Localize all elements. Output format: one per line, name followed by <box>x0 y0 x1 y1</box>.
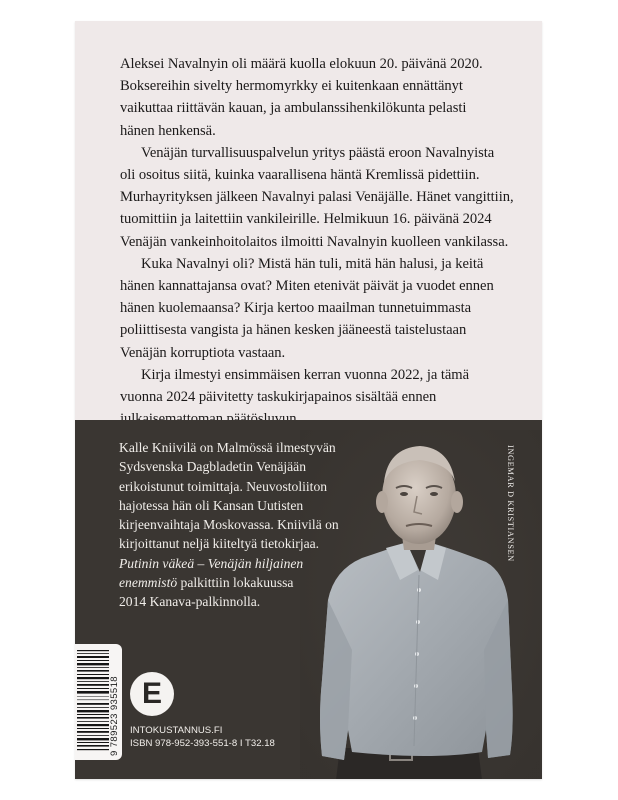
bio-line: erikoistunut toimittaja. Neuvostoliiton <box>119 478 328 494</box>
barcode-digits: 9 789523 935518 <box>109 676 120 756</box>
blurb-line: oli osoitus siitä, kuinka vaarallisena häntä Kremlissä pidettiin. <box>120 167 480 184</box>
book-title-italic: Putinin väkeä – Venäjän hiljainen <box>119 555 304 571</box>
author-bio <box>119 438 359 612</box>
blurb-line: poliittisesta vangista ja hänen kesken jääneestä taistelustaan <box>120 322 467 339</box>
blurb-text <box>120 53 515 430</box>
bio-line: kirjoittanut neljä kiiteltyä tietokirjaa. <box>119 536 320 552</box>
blurb-panel <box>75 21 542 420</box>
blurb-paragraph-1 <box>120 53 515 142</box>
bio-text: palkittiin lokakuussa <box>177 575 294 591</box>
bio-line: Kalle Kniivilä on Malmössä ilmestyvän <box>119 440 336 455</box>
author-panel <box>75 420 542 779</box>
blurb-line: Boksereihin sivelty hermomyrkky ei kuitenkaan ennättänyt <box>120 78 463 95</box>
blurb-line: tuomittiin ja laitettiin vankileirille. Helmikuun 16. päivänä 2024 <box>120 211 492 228</box>
blurb-line: hänen kuolemaansa? Kirja kertoo maailman tunnetuimmasta <box>120 300 472 317</box>
publisher-logo-icon: E <box>130 672 174 716</box>
book-title-italic: enemmistö <box>119 575 178 591</box>
isbn-barcode <box>75 644 122 760</box>
blurb-line: vuonna 2024 päivitetty taskukirjapainos sisältää ennen <box>120 389 437 406</box>
blurb-line: vaikuttaa riittävän kauan, ja ambulanssihenkilökunta pelasti <box>120 100 467 117</box>
book-back-cover <box>75 21 542 779</box>
blurb-line: Venäjän korruptiota vastaan. <box>120 344 286 361</box>
blurb-line: Venäjän turvallisuuspalvelun yritys päästä eroon Navalnyista <box>141 144 495 161</box>
bio-line: kirjeenvaihtaja Moskovassa. Kniivilä on <box>119 517 339 533</box>
blurb-line: hänen henkensä. <box>120 122 216 139</box>
bio-line: 2014 Kanava-palkinnolla. <box>119 594 261 610</box>
photo-credit: INGEMAR D KRISTIANSEN <box>506 445 515 562</box>
blurb-line: Venäjän vankeinhoitolaitos ilmoitti Navalnyin kuolleen vankilassa. <box>120 233 509 250</box>
barcode-bars-icon <box>77 648 111 754</box>
blurb-line: Aleksei Navalnyin oli määrä kuolla elokuun 20. päivänä 2020. <box>120 56 483 72</box>
blurb-line: hänen kannattajansa ovat? Miten etenivät päivät ja vuodet ennen <box>120 278 494 295</box>
blurb-paragraph-3 <box>120 253 515 364</box>
publisher-website: INTOKUSTANNUS.FI <box>130 725 223 736</box>
blurb-line: Kuka Navalnyi oli? Mistä hän tuli, mitä hän halusi, ja keitä <box>141 255 484 272</box>
blurb-line: Murhayrityksen jälkeen Navalnyi palasi Venäjälle. Hänet vangittiin, <box>120 189 514 206</box>
publisher-info <box>130 724 275 750</box>
bio-line <box>119 573 359 592</box>
isbn-text: ISBN 978-952-393-551-8 I T32.18 <box>130 738 275 749</box>
blurb-line: Kirja ilmestyi ensimmäisen kerran vuonna 2022, ja tämä <box>141 366 470 383</box>
bio-line: Sydsvenska Dagbladetin Venäjään <box>119 459 306 475</box>
bio-line: hajotessa hän oli Kansan Uutisten <box>119 497 304 513</box>
blurb-paragraph-2 <box>120 142 515 253</box>
bio-line <box>119 554 359 573</box>
